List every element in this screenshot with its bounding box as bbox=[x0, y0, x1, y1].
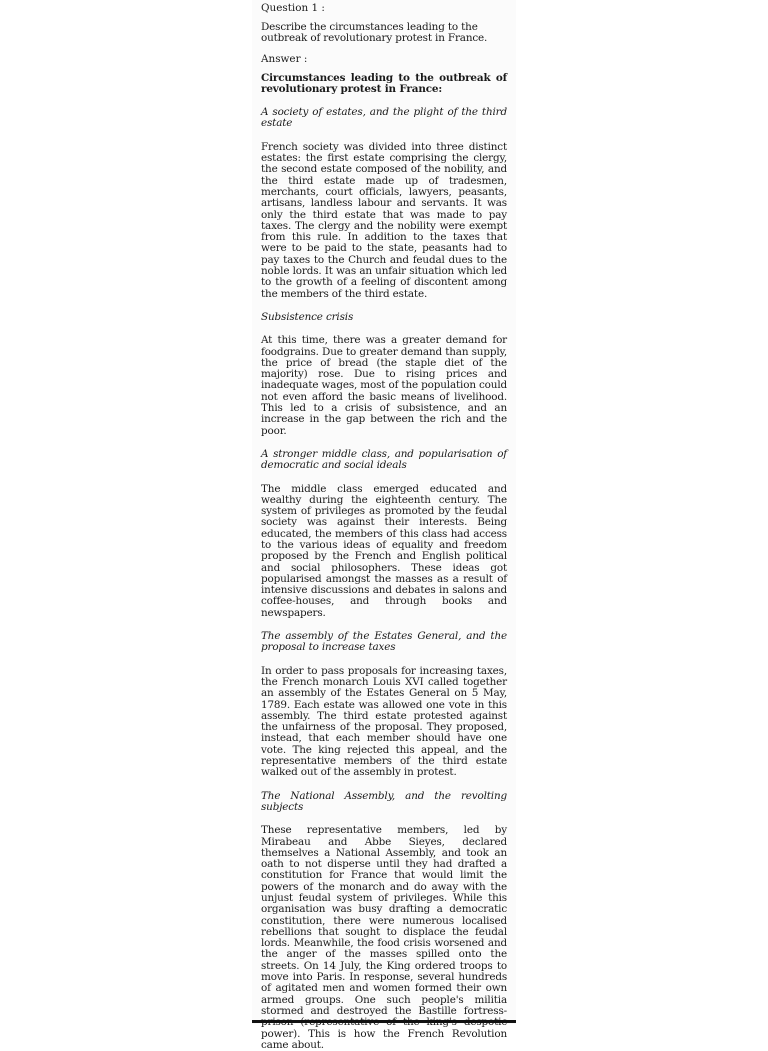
document-page bbox=[252, 0, 516, 1051]
section-heading: The National Assembly, and the revolting subjects bbox=[261, 789, 507, 813]
answer-label: Answer : bbox=[261, 52, 308, 65]
question-label: Question 1 : bbox=[261, 2, 325, 14]
section-body: French society was divided into three distinct estates: the first estate comprising the clergy, the second estate composed of the nobility, and the third estate made up of tradesmen, merchants, court officials, lawyers, peasants, artisans, landless labour and servants. It was only the third estate that was made to pay taxes. The clergy and the nobility were exempt from this rule. In addition to the taxes that were to be paid to the state, peasants had to pay taxes to the Church and feudal dues to the noble lords. It was an unfair situation which led to the growth of a feeling of discontent among the members of the third estate. bbox=[261, 140, 507, 300]
section-heading: The assembly of the Estates General, and the proposal to increase taxes bbox=[261, 630, 507, 654]
section-body: These representative members, led by Mirabeau and Abbe Sieyes, declared themselves a National Assembly, and took an oath to not disperse until they had drafted a constitution for France that would limit the powers of the monarch and do away with the unjust feudal system of privileges. While this organisation was busy drafting a democratic constitution, there were numerous localised rebellions that sought to displace the feudal lords. Meanwhile, the food crisis worsened and the anger of the masses spilled onto the streets. On 14 July, the King ordered troops to move into Paris. In response, several hundreds of agitated men and women formed their own armed groups. One such people's militia stormed and destroyed the Bastille fortress- power). This is how the French Revolution came about. bbox=[261, 824, 507, 1051]
section-body: At this time, there was a greater demand for foodgrains. Due to greater demand than supply, the price of bread (the staple diet of the majority) rose. Due to rising prices and inadequate wages, most of the population could not even afford the basic means of livelihood. This led to a crisis of subsistence, and an increase in the gap between the rich and the poor. bbox=[261, 334, 508, 437]
section-body: In order to pass proposals for increasing taxes, the French monarch Louis XVI called together an assembly of the Estates General on 5 May, 1789. Each estate was allowed one vote in this assembly. The third estate protested against the unfairness of the proposal. They proposed, instead, that each member should have one vote. The king rejected this appeal, and the representative members of the third estate walked out of the assembly in protest. bbox=[261, 664, 507, 779]
section-body: The middle class emerged educated and wealthy during the eighteenth century. The system of privileges as promoted by the feudal society was against their interests. Being educated, the members of this class had access to the various ideas of equality and freedom proposed by the French and English political and social philosophers. These ideas got popularised amongst the masses as a result of intensive discussions and debates in salons and coffee-houses, and through books and newspapers. bbox=[261, 482, 507, 619]
section-heading: Subsistence crisis bbox=[261, 310, 354, 323]
section-heading: A stronger middle class, and popularisation of democratic and social ideals bbox=[261, 447, 507, 472]
bottom-rule bbox=[252, 1020, 516, 1023]
answer-heading: Circumstances leading to the outbreak of revolutionary protest in France: bbox=[261, 71, 507, 95]
document-content bbox=[261, 2, 507, 1051]
question-text: Describe the circumstances leading to the outbreak of revolutionary protest in France. bbox=[261, 21, 488, 45]
section-heading: A society of estates, and the plight of the third estate bbox=[261, 106, 507, 130]
